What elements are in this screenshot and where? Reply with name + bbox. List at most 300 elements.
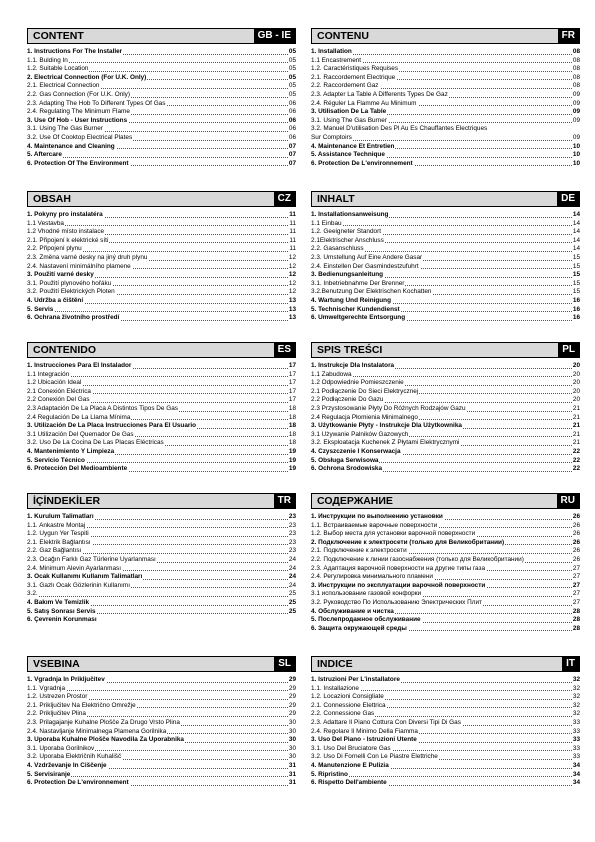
toc-entry[interactable] [27,211,296,220]
toc-entry[interactable] [27,245,296,254]
toc-entry[interactable] [27,271,296,280]
toc-entry[interactable] [27,134,296,143]
toc-entry-page: 29 [288,693,296,701]
toc-entry[interactable] [27,457,296,466]
toc-entry-label: 3. Use Of Hob - User Instructions [27,116,128,124]
toc-entry-page: 18 [288,422,296,430]
toc-entry[interactable] [311,753,580,762]
toc-entry[interactable] [311,625,580,634]
toc-entry-label: 2.4. Regulating The Minimum Flame [27,108,130,116]
toc-entry[interactable] [311,530,580,539]
toc-entry[interactable] [27,91,296,100]
toc-entry-label: 1. Instrucciones Para El Instalador [27,362,132,369]
toc-entry[interactable] [311,160,580,169]
toc-entry[interactable] [27,513,296,522]
toc-entry-label: 6. Protection Of The Environment [27,159,129,167]
toc-entry-label: 1. Instrukcje Dla Instalatora [311,362,395,369]
toc-entry[interactable] [311,151,580,160]
toc-entry-label: 5. Technischer Kundendienst [311,305,400,313]
toc-entry[interactable] [311,573,580,582]
toc-entry-label: 1.2. Suitable Location [27,65,89,73]
toc-entry[interactable] [27,616,296,625]
toc-entry[interactable] [311,297,580,306]
toc-entry[interactable] [27,422,296,431]
toc-entry-label: 4. Maintenance Et Entretien [311,142,395,150]
toc-entry-label: 3.2. Uso De La Cocina De Las Placas Eléctricas [27,439,164,447]
toc-entry-label: 3.2. Eksploatacja Kuchenek Z Płytami Elektrycznymi [311,439,460,447]
toc-entry-label: 1.2. Locazioni Consigliate [311,693,384,701]
toc-entry[interactable] [27,160,296,169]
toc-entry[interactable] [27,314,296,323]
toc-entry[interactable] [311,371,580,380]
section-header [311,493,580,509]
toc-entry[interactable] [27,522,296,531]
toc-entry-label: 3. Bedienungsanleitung [311,271,384,279]
section-header [311,28,580,44]
toc-entry-label: 2.1. Priključitev Na Električno Omrežje [27,701,136,709]
toc-entry-label: 1.2. Выбор места для установки варочной поверхности [311,530,476,538]
toc-entry[interactable] [311,237,580,246]
section-title: VSEBINA [33,658,80,670]
toc-entry-page: 13 [288,314,296,322]
toc-entry-page: 17 [288,370,296,378]
toc-entry[interactable] [27,74,296,83]
toc-entry[interactable] [311,134,580,143]
toc-entry-label: 2.4. Nastavení minimálního plamene [27,262,131,270]
toc-entry[interactable] [311,702,580,711]
toc-entry[interactable] [311,48,580,57]
toc-entry-page: 16 [572,305,580,313]
toc-entry[interactable] [27,582,296,591]
toc-entry[interactable] [27,143,296,152]
toc-entry[interactable] [27,228,296,237]
toc-entry-label: 2.1 Conexión Eléctrica [27,387,91,395]
toc-entry-label: 1. Pokyny pro instalatéra [27,211,103,218]
toc-entry[interactable] [27,556,296,565]
toc-entry[interactable] [311,710,580,719]
toc-entry[interactable] [311,220,580,229]
toc-entry[interactable] [311,100,580,109]
toc-entry[interactable] [311,379,580,388]
toc-entry-label: 6. Çevrenin Korunması [27,616,97,624]
toc-entry-page: 12 [288,279,296,287]
toc-entry[interactable] [27,151,296,160]
toc-entry[interactable] [27,388,296,397]
toc-entry-page: 11 [289,219,296,227]
toc-entry[interactable] [27,745,296,754]
toc-entry[interactable] [311,762,580,771]
toc-entry[interactable] [311,388,580,397]
toc-entry-label: 3. Utilización De La Placa Instrucciones Para El Usuario [27,422,197,430]
toc-entry-label: 6. Ochrona Środowiska [311,465,383,473]
toc-entry-page: 06 [288,133,296,141]
toc-entry[interactable] [311,245,580,254]
toc-entry[interactable] [27,254,296,263]
toc-entry-page: 11 [289,236,296,244]
toc-entry-page: 10 [572,142,580,150]
toc-entry-label: 2.2. Připojení plynu [27,245,82,253]
toc-entry[interactable] [27,599,296,608]
section-title: OBSAH [33,193,71,205]
toc-entry[interactable] [311,465,580,474]
toc-entry-label: 4. Wartung Und Reinigung [311,296,391,304]
toc-entry[interactable] [311,108,580,117]
toc-entry[interactable] [27,82,296,91]
toc-entry-page: 21 [572,413,580,421]
toc-entry[interactable] [27,405,296,414]
toc-entry[interactable] [27,573,296,582]
toc-entry[interactable] [27,590,296,599]
toc-entry-label: 3.2.Benutzung Der Elektrischen Kochatten [311,288,432,296]
toc-entry-label: 1. Installation [311,48,352,55]
toc-entry-label: 2.3. Адаптация варочной поверхности на другие типы газа [311,564,486,572]
toc-entry[interactable] [27,547,296,556]
toc-entry[interactable] [27,414,296,423]
toc-entry[interactable] [311,590,580,599]
toc-entry[interactable] [27,439,296,448]
toc-entry[interactable] [27,371,296,380]
toc-entry-label: 3.2. Uso Di Fornelli Con Le Piastre Elettriche [311,753,438,761]
toc-entry[interactable] [311,57,580,66]
toc-entry-page: 27 [572,590,580,598]
toc-entry-label: 2.4. Regolare Il Minimo Della Fiamma [311,727,418,735]
toc-entry-page: 23 [288,521,296,529]
toc-entry-page: 24 [288,564,296,572]
toc-entry[interactable] [311,616,580,625]
toc-entry-page: 34 [572,770,580,778]
toc-entry-page: 21 [572,404,580,412]
section-header [27,342,296,358]
toc-entry[interactable] [311,779,580,788]
toc-entry-page: 29 [288,684,296,692]
toc-entry-label: 3. Użytkowanie Płyty - Instrukcje Dla Użytkownika [311,422,462,430]
section-title: SPIS TREŚCI [317,344,383,356]
toc-entry[interactable] [27,465,296,474]
toc-entry[interactable] [311,125,580,134]
toc-entry-page: 29 [288,701,296,709]
toc-entry[interactable] [311,513,580,522]
toc-entry[interactable] [27,306,296,315]
toc-entry[interactable] [27,448,296,457]
toc-entry-page: 20 [572,362,580,369]
toc-entry-page: 26 [572,555,580,563]
language-code-badge: TR [274,493,295,509]
toc-entry-label: 2.1. Connessione Elettrica [311,701,386,709]
toc-entry-page: 07 [288,159,296,167]
toc-entry-label: 1.1 Encastrement [311,56,362,64]
section-title: İÇİNDEKİLER [33,495,101,507]
toc-entry-page: 26 [572,538,580,546]
toc-entry-label: 5. Servisiranje [27,770,71,778]
toc-entry[interactable] [27,220,296,229]
toc-entry-label: 1.2. Caractéristiques Requises [311,65,399,73]
toc-entry-page: 32 [572,693,580,701]
toc-entry[interactable] [27,710,296,719]
section-header [311,342,580,358]
toc-entry-page: 23 [288,513,296,520]
toc-entry-label: 2. Electrical Connection (For U.K. Only) [27,73,147,81]
toc-entry-page: 32 [572,710,580,718]
toc-entry[interactable] [27,237,296,246]
toc-entry-label: 1.1. Vgradnja [27,684,66,692]
toc-entry-page: 05 [288,82,296,90]
toc-entry-label: 2.2. Подключение к линии газоснабжения (только для Великобритании) [311,555,524,563]
toc-entry[interactable] [311,211,580,220]
toc-entry-page: 11 [289,228,296,236]
toc-entry[interactable] [27,100,296,109]
toc-entry[interactable] [27,263,296,272]
toc-entry-page: 14 [572,236,580,244]
toc-entry[interactable] [311,306,580,315]
toc-entry-page: 20 [572,370,580,378]
toc-entry-label: 3.2. Manuel D'utilisation Des Pl Au Es Chauffantes Electriques [311,125,488,133]
toc-entry-page: 33 [572,744,580,752]
toc-entry[interactable] [311,556,580,565]
toc-entry-page: 06 [288,125,296,133]
toc-entry[interactable] [311,263,580,272]
toc-entry[interactable] [311,74,580,83]
section-header [311,191,580,207]
toc-entry-label: 1.2. Uygun Yer Tespiti [27,530,89,538]
toc-entry-page: 09 [572,133,580,141]
toc-entry[interactable] [27,117,296,126]
toc-entry[interactable] [27,379,296,388]
toc-entry-page: 16 [572,314,580,322]
toc-entry[interactable] [27,693,296,702]
toc-entry-page: 26 [572,530,580,538]
toc-entry[interactable] [27,297,296,306]
toc-section-es [27,342,296,474]
toc-entry-label: 3.2. Použití Elektrických Ploten [27,288,115,296]
section-title: CONTENT [33,30,84,42]
toc-entry[interactable] [27,48,296,57]
toc-list [27,362,296,474]
toc-entry[interactable] [311,522,580,531]
toc-entry[interactable] [311,599,580,608]
language-code-badge: DE [557,191,579,207]
toc-entry-page: 09 [572,90,580,98]
toc-entry-label: 1.2 Ubicación Ideal [27,379,82,387]
toc-entry[interactable] [311,362,580,371]
toc-entry-label: 5. Obsługa Serwisowa [311,456,379,464]
toc-entry[interactable] [311,745,580,754]
toc-entry[interactable] [311,539,580,548]
toc-entry[interactable] [311,676,580,685]
toc-entry[interactable] [27,396,296,405]
toc-entry-label: 4. Manutenzione E Pulizia [311,761,389,769]
toc-entry-page: 09 [572,99,580,107]
toc-entry-label: Sur Comptoirs [311,133,352,141]
toc-entry-label: 2.4 Regulacja Płomienia Minimalnego [311,413,418,421]
section-title: INDICE [317,658,353,670]
toc-entry[interactable] [27,565,296,574]
toc-entry-label: 4. Обслуживание и чистка [311,607,394,615]
toc-entry-label: 2.3. Prilagajanje Kuhalne Plošče Za Drugo Vrsto Plina [27,718,180,726]
toc-entry-label: 1.2. Ustrezen Prostor [27,693,88,701]
toc-entry-label: 3.2. [27,590,38,598]
toc-entry[interactable] [27,685,296,694]
section-header [27,28,296,44]
toc-entry-page: 17 [288,379,296,387]
toc-entry-page: 32 [572,684,580,692]
toc-entry-label: 3.1. Using The Gas Burner [27,125,103,133]
toc-entry[interactable] [311,457,580,466]
toc-entry[interactable] [27,676,296,685]
section-title: INHALT [317,193,355,205]
toc-entry-label: 5. Ripristino [311,770,348,778]
toc-entry-page: 19 [288,447,296,455]
toc-entry[interactable] [311,271,580,280]
toc-entry[interactable] [311,82,580,91]
toc-entry[interactable] [27,728,296,737]
toc-entry-page: 26 [572,521,580,529]
toc-entry[interactable] [311,254,580,263]
toc-entry-page: 25 [288,607,296,615]
toc-entry-label: 3. Ocak Kullanımı Kullanım Talimatları [27,573,143,581]
toc-entry[interactable] [311,65,580,74]
toc-entry[interactable] [27,65,296,74]
toc-entry-label: 2.3 Adaptación De La Placa A Distintos Tipos De Gas [27,404,178,412]
toc-entry[interactable] [311,288,580,297]
toc-entry-page: 05 [288,48,296,55]
toc-entry-label: 2.4. Einstellen Der Gasmindestzufuhrt [311,262,419,270]
toc-entry[interactable] [311,414,580,423]
toc-entry[interactable] [311,280,580,289]
toc-list [311,513,580,633]
toc-entry[interactable] [311,547,580,556]
toc-entry[interactable] [27,779,296,788]
toc-entry[interactable] [311,448,580,457]
toc-entry[interactable] [27,125,296,134]
toc-list [27,676,296,788]
toc-entry[interactable] [311,693,580,702]
toc-section-pl [311,342,580,474]
toc-entry-page: 18 [288,413,296,421]
toc-entry-label: 3.1. Inbetriebnahme Der Brenner [311,279,405,287]
toc-entry-label: 6. Protection De L'environnement [27,779,129,787]
toc-entry[interactable] [27,753,296,762]
toc-entry[interactable] [27,608,296,617]
toc-entry[interactable] [311,431,580,440]
toc-entry-label: 2.1. Подключение к электросети [311,547,407,555]
toc-entry[interactable] [311,439,580,448]
toc-entry-label: 6. Защита окружающей среды [311,624,407,632]
toc-entry-page: 13 [288,305,296,313]
toc-entry-label: 1. Istruzioni Per L'installatore [311,676,400,683]
toc-entry-label: 2.1Elektrischer Anschluss [311,236,384,244]
section-header [27,656,296,672]
toc-entry[interactable] [311,228,580,237]
toc-entry-page: 29 [288,676,296,683]
language-code-badge: RU [557,493,579,509]
toc-entry-page: 26 [572,547,580,555]
toc-entry[interactable] [27,762,296,771]
toc-list [311,211,580,323]
section-header [311,656,580,672]
toc-entry-label: 5. Послепродажное обслуживание [311,616,421,624]
toc-entry-page: 30 [288,736,296,744]
toc-entry[interactable] [311,565,580,574]
toc-section-ru [311,493,580,633]
toc-entry-label: 2.2. Gasanschluss [311,245,364,253]
toc-entry[interactable] [311,422,580,431]
toc-entry[interactable] [311,117,580,126]
toc-entry[interactable] [311,736,580,745]
toc-entry[interactable] [27,539,296,548]
toc-entry-label: 6. Ochrana životního prostředí [27,314,120,322]
toc-entry[interactable] [311,608,580,617]
toc-entry[interactable] [311,405,580,414]
toc-entry[interactable] [311,728,580,737]
toc-entry-label: 1.1. Встраиваемые варочные поверхности [311,521,438,529]
toc-entry-page: 27 [572,573,580,581]
toc-entry-label: 1.2. Geeigneter Standort [311,228,381,236]
language-code-badge: IT [562,656,579,672]
toc-entry[interactable] [27,108,296,117]
toc-entry[interactable] [311,685,580,694]
toc-entry[interactable] [27,57,296,66]
toc-entry-page: 06 [288,116,296,124]
toc-entry-page: 07 [288,151,296,159]
toc-entry-label: 1. Kurulum Talimatları [27,513,94,520]
toc-entry-page: 13 [288,296,296,304]
toc-entry-label: 3.1. Gazlı Ocak Gözlerinin Kullanımı [27,581,131,589]
toc-entry-label: 2.1. Elektrik Bağlantısı [27,538,91,546]
toc-entry[interactable] [27,736,296,745]
toc-entry-page: 25 [288,590,296,598]
toc-entry-page: 30 [288,753,296,761]
toc-entry-page: 12 [288,288,296,296]
toc-entry[interactable] [311,771,580,780]
toc-entry[interactable] [311,719,580,728]
toc-entry-page: 22 [572,447,580,455]
toc-entry[interactable] [311,91,580,100]
toc-entry-page: 30 [288,718,296,726]
toc-entry-page: 12 [288,271,296,279]
toc-entry-page: 08 [572,73,580,81]
toc-entry[interactable] [27,702,296,711]
toc-entry-label: 1.1 Einbau [311,219,342,227]
toc-entry[interactable] [311,582,580,591]
toc-entry-page: 20 [572,387,580,395]
toc-entry-page: 33 [572,736,580,744]
toc-entry[interactable] [27,771,296,780]
toc-list [311,676,580,788]
toc-entry-page: 18 [288,439,296,447]
toc-entry-label: 1.2 Odpowiednie Pomieszczenie [311,379,404,387]
toc-entry[interactable] [27,431,296,440]
toc-section-fr [311,28,580,168]
section-title: CONTENIDO [33,344,96,356]
toc-entry-label: 2.2. Raccordement Gaz [311,82,379,90]
toc-entry[interactable] [311,396,580,405]
toc-entry[interactable] [27,719,296,728]
toc-entry-label: 4. Czyszczenie I Konserwacja [311,447,401,455]
toc-entry-label: 2.1. Připojení k elektrické síti [27,236,109,244]
toc-entry[interactable] [311,314,580,323]
toc-entry[interactable] [311,143,580,152]
toc-entry[interactable] [27,362,296,371]
toc-entry-page: 21 [572,439,580,447]
toc-entry[interactable] [27,530,296,539]
toc-entry-page: 09 [572,116,580,124]
toc-entry-label: 2.2. Connessione Gas [311,710,375,718]
toc-section-sl [27,656,296,788]
toc-entry-label: 2.3. Změna varné desky na jiný druh plynu [27,253,148,261]
toc-entry[interactable] [27,288,296,297]
toc-entry-label: 2.3. Adapter La Table A Differents Types De Gaz [311,90,448,98]
toc-entry[interactable] [27,280,296,289]
